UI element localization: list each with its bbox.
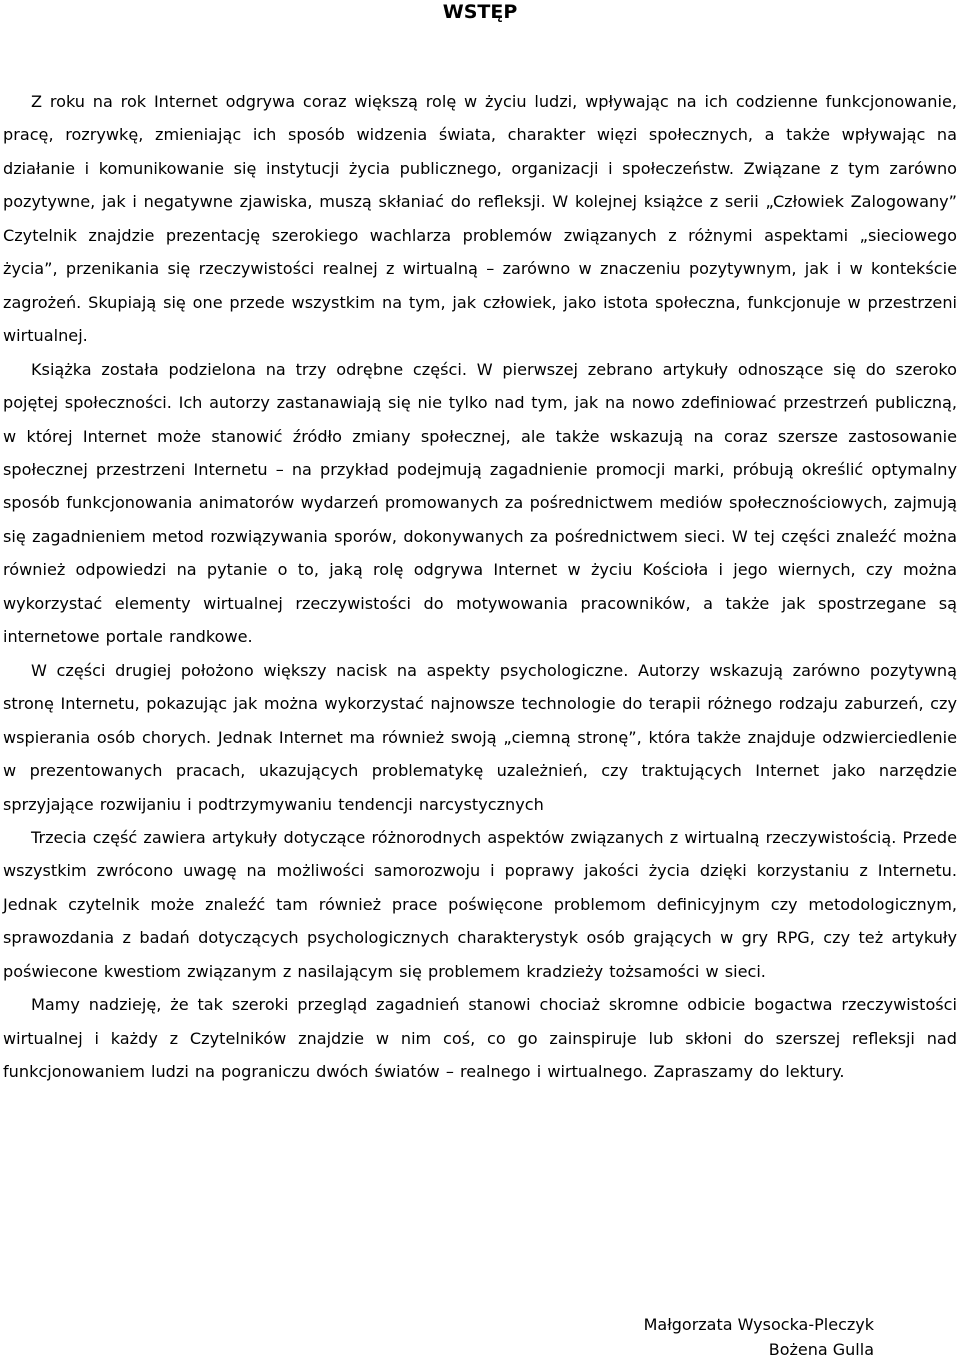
paragraph-part-two: W części drugiej położono większy nacisk na aspekty psychologiczne. Autorzy wskazują zarówno pozytywną stronę Internetu, pokazując jak można wykorzystać najnowsze technologie do terapii różnego rodzaju zaburzeń, czy wspierania osób chorych. Jednak Internet ma również swoją „ciemną stronę”, która także znajduje odzwierciedlenie w prezentowanych pracach, ukazujących problematykę uzależnień, czy traktujących Internet jako narzędzie sprzyjające rozwijaniu i podtrzymywaniu tendencji narcystycznych [3,660,957,814]
paragraph-part-three: Trzecia część zawiera artykuły dotyczące różnorodnych aspektów związanych z wirtualną rzeczywistością. Przede wszystkim zwrócono uwagę na możliwości samorozwoju i poprawy jakości życia dzięki korzystaniu z Internetu. Jednak czytelnik może znaleźć tam również prace poświęcone problemom definicyjnym czy metodologicznym, sprawozdania z badań dotyczących psychologicznych charakterystyk osób grających w gry RPG, czy też artykuły poświecone kwestiom związanym z nasilającym się problemem kradzieży tożsamości w sieci. [3,827,957,981]
page-title: WSTĘP [442,1,518,23]
signature-block [612,1312,874,1362]
signature-name: Małgorzata Wysocka-Pleczyk [643,1315,874,1334]
paragraph-closing: Mamy nadzieję, że tak szeroki przegląd zagadnień stanowi chociaż skromne odbicie bogactwa rzeczywistości wirtualnej i każdy z Czytelników znajdzie w nim coś, co go zainspiruje lub skłoni do szerszej refleksji nad funkcjonowaniem ludzi na pograniczu dwóch światów – realnego i wirtualnego. Zapraszamy do lektury. [3,995,957,1082]
document-body [3,85,957,1089]
paragraph-part-one: Książka została podzielona na trzy odrębne części. W pierwszej zebrano artykuły odnoszące się do szeroko pojętej społeczności. Ich autorzy zastanawiają się nie tylko nad tym, jak na nowo zdefiniować przestrzeń publiczną, w której Internet może stanowić źródło zmiany społecznej, ale także wskazują na coraz szersze zastosowanie społecznej przestrzeni Internetu – na przykład podejmują zagadnienie promocji marki, próbują określić optymalny sposób funkcjonowania animatorów wydarzeń promowanych za pośrednictwem mediów społecznościowych, zajmują się zagadnieniem metod rozwiązywania sporów, dokonywanych za pośrednictwem sieci. W tej części znaleźć można również odpowiedzi na pytanie o to, jaką rolę odgrywa Internet w życiu Kościoła i jego wiernych, czy można wykorzystać elementy wirtualnej rzeczywistości do motywowania pracowników, a także jak spostrzegane są internetowe portale randkowe. [3,359,957,647]
signature-name: Bożena Gulla [768,1340,874,1359]
paragraph-intro: Z roku na rok Internet odgrywa coraz większą rolę w życiu ludzi, wpływając na ich codzienne funkcjonowanie, pracę, rozrywkę, zmieniając ich sposób widzenia świata, charakter więzi społecznych, a także wpływając na działanie i komunikowanie się instytucji życia publicznego, organizacji i społeczeństw. Związane z tym zarówno pozytywne, jak i negatywne zjawiska, muszą skłaniać do refleksji. W kolejnej książce z serii „Człowiek Zalogowany” Czytelnik znajdzie prezentację szerokiego wachlarza problemów związanych z różnymi aspektami „sieciowego życia”, przenikania się rzeczywistości realnej z wirtualną – zarówno w znaczeniu pozytywnym, jak i w kontekście zagrożeń. Skupiają się one przede wszystkim na tym, jak człowiek, jako istota społeczna, funkcjonuje w przestrzeni wirtualnej. [3,92,957,346]
